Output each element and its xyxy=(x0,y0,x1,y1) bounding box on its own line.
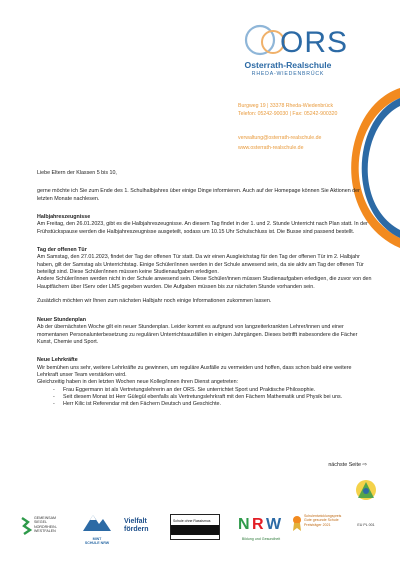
section-heading: Neue Lehrkräfte xyxy=(37,357,78,364)
next-page-link[interactable]: nächste Seite ⇨ xyxy=(328,462,367,468)
list-item: - Seit diesem Monat ist Herr Gülegül ebenfalls als Vertretungslehrkraft mit den Fächern Mathematik und Physik bei uns. xyxy=(63,394,373,401)
letter-body xyxy=(37,170,373,409)
schulentwicklungspreis-text: Schulentwicklungspreis Gute gesunde Schule Preisträger 2021 xyxy=(304,514,342,527)
schule-ohne-rassismus-text: Schule ohne Rassismus Schule mit Courage xyxy=(171,515,219,535)
europa-logo xyxy=(350,478,382,527)
vielfalt-foerdern-text: Vielfalt fördern xyxy=(124,518,149,533)
ors-logo-icon xyxy=(236,22,349,59)
landesprogramm-icon xyxy=(238,512,284,532)
school-name: Osterrath-Realschule xyxy=(244,60,332,70)
email-link[interactable]: verwaltung@osterrath-realschule.de xyxy=(238,135,322,141)
logo-lettering: ORS xyxy=(280,26,349,59)
nrw-signet-logo xyxy=(20,516,66,536)
landesprogramm-logo xyxy=(232,512,290,541)
website-link[interactable]: www.osterrath-realschule.de xyxy=(238,145,304,151)
teacher-list xyxy=(37,387,373,409)
nrw-signet-text: GEMEINSAM SIEGEL NORDRHEIN- WESTFALEN xyxy=(34,516,57,533)
section-heading: Halbjahreszeugnisse xyxy=(37,214,91,221)
svg-text:N: N xyxy=(238,516,250,533)
contact-online xyxy=(238,134,321,152)
section-heading: Neuer Stundenplan xyxy=(37,316,86,323)
svg-text:R: R xyxy=(252,516,264,533)
schule-ohne-rassismus-logo xyxy=(170,514,220,540)
salutation: Liebe Eltern der Klassen 5 bis 10, xyxy=(37,170,117,176)
section-paragraph: Gleichzeitig haben in den letzten Wochen neue Kolleg/innen ihren Dienst angetreten: xyxy=(37,379,239,386)
schulentwicklungspreis-logo xyxy=(292,514,350,532)
section-paragraph: Am Freitag, den 26.01.2023, gibt es die Halbjahreszeugnisse. An diesem Tag findet in der 1. und 2. Stunde Unterricht nach Plan statt. In der Frühstückspause werden die Halbjahreszeugnisse ausgeteilt, sodass um 10.15 Uhr Schulschluss ist. Die Busse sind passend bestellt. xyxy=(37,221,368,235)
landesprogramm-text: Bildung und Gesundheit xyxy=(241,537,281,541)
mint-schule-text: MINT SCHULE NRW xyxy=(84,537,110,546)
intro-paragraph: gerne möchte ich Sie zum Ende des 1. Schulhalbjahres über einige Dinge informieren. Auch auf der Homepage können Sie Aktionen der letzten Monate nachlesen. xyxy=(37,188,360,202)
mint-mountain-icon xyxy=(82,512,112,532)
school-location: RHEDA-WIEDENBRÜCK xyxy=(251,71,325,77)
section-paragraph: Andere Schüler/innen werden nicht in der Schule anwesend sein. Diese Schüler/innen müssen Studienaufgaben erledigen, die zuvor von den Hauptfächern über IServ oder LMS gegeben wurden. Die Aufgaben müssen bis zur nächsten Stunde vorhanden sein. xyxy=(37,276,372,290)
section-paragraph: Am Samstag, den 27.01.2023, findet der Tag der offenen Tür statt. Da wir einen Ausgleichstag für den Tag der offenen Tür im 2. Halbjahr haben, gilt der Samstag als Unterrichtstag. Einige Schüler/innen werden in der Schule anwesend sein, da sie aktiv am Tag der offenen Tür beteiligt sind. Diese Schüler/innen müssen keine Studienaufgaben erledigen. xyxy=(37,254,364,276)
nrw-signet-icon xyxy=(20,516,32,536)
partner-logos xyxy=(20,508,382,548)
address: Burgweg 19 | 33378 Rheda-Wiedenbrück xyxy=(238,103,334,109)
contact-address xyxy=(238,102,337,118)
mint-schule-logo xyxy=(76,512,118,546)
section-heading: Tag der offenen Tür xyxy=(37,247,87,254)
vielfalt-foerdern-logo xyxy=(124,518,166,534)
europa-text: EU PL 001 xyxy=(357,523,375,527)
list-item: - Frau Eggermann ist als Vertretungslehrerin an der ORS. Sie unterrichtet Sport und Praktische Philosophie. xyxy=(63,387,373,394)
section-paragraph: Ab der übernächsten Woche gilt ein neuer Stundenplan. Leider kommt es aufgrund von langzeiterkrankten Lehrer/innen und einer momentanen Personalunterbesetzung zu regulären Unterrichtsausfällen in einigen Jahrgängen. Dieses betrifft insbesondere die Fächer Kunst, Chemie und Sport. xyxy=(37,324,358,345)
section-paragraph: Zusätzlich möchten wir Ihnen zum nächsten Halbjahr noch einige Informationen zukommen lassen. xyxy=(37,298,272,305)
school-logo xyxy=(233,22,349,77)
phone-fax: Telefon: 05242-90030 | Fax: 05242-900320 xyxy=(238,111,338,117)
europa-icon xyxy=(354,478,378,504)
award-icon xyxy=(292,514,302,532)
section-paragraph: Wir bemühen uns sehr, weitere Lehrkräfte zu gewinnen, um reguläre Ausfälle zu vermeiden und hoffen, dass schon bald eine weitere Lehrkraft unser Team verstärken wird. xyxy=(37,364,352,378)
svg-text:W: W xyxy=(266,516,282,533)
list-item: - Herr Kilic ist Referendar mit den Fächern Deutsch und Geschichte. xyxy=(63,401,373,408)
